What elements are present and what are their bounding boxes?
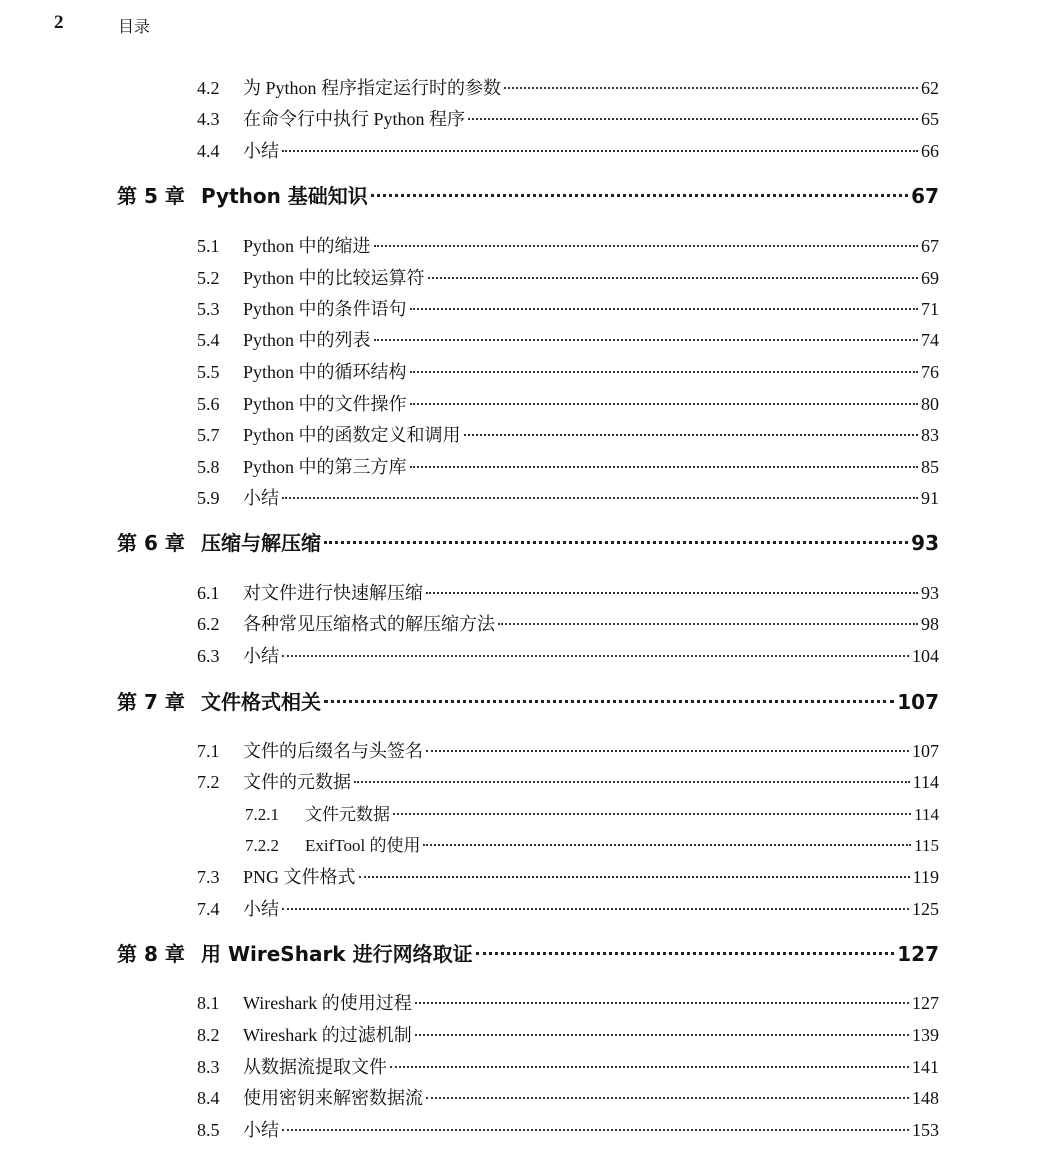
entry-number: 8.4 — [197, 1088, 220, 1108]
entry-title: 小结 — [243, 141, 279, 161]
entry-page-number: 93 — [911, 531, 939, 555]
toc-section-entry[interactable] — [197, 989, 939, 1015]
entry-number: 5.6 — [197, 394, 220, 414]
entry-page-number: 62 — [921, 78, 939, 98]
entry-number: 7.2.2 — [245, 836, 279, 855]
entry-page-number: 119 — [912, 867, 939, 887]
entry-number: 5.4 — [197, 330, 220, 350]
entry-title: Python 中的循环结构 — [243, 362, 407, 382]
dot-leader — [410, 371, 918, 373]
entry-title: 在命令行中执行 Python 程序 — [243, 109, 466, 129]
entry-number: 8.5 — [197, 1120, 220, 1140]
toc-section-entry[interactable] — [197, 1021, 939, 1047]
toc-section-entry[interactable] — [197, 642, 939, 668]
dot-leader — [324, 541, 908, 544]
toc-section-entry[interactable] — [197, 737, 939, 763]
toc-section-entry[interactable] — [197, 484, 939, 510]
entry-number: 6.2 — [197, 614, 220, 634]
entry-title: 文件元数据 — [305, 805, 390, 824]
toc-subsection-entry[interactable] — [245, 831, 939, 856]
entry-title: 文件的后缀名与头签名 — [243, 741, 423, 761]
entry-title: 各种常见压缩格式的解压缩方法 — [243, 614, 495, 634]
dot-leader — [464, 434, 918, 436]
toc-section-entry[interactable] — [197, 1084, 939, 1110]
dot-leader — [374, 339, 918, 341]
dot-leader — [324, 700, 894, 703]
dot-leader — [410, 403, 918, 405]
toc-section-entry[interactable] — [197, 137, 939, 163]
toc-section-entry[interactable] — [197, 895, 939, 921]
entry-page-number: 83 — [921, 425, 939, 445]
dot-leader — [415, 1034, 909, 1036]
entry-title: ExifTool 的使用 — [305, 836, 421, 855]
dot-leader — [282, 655, 909, 657]
entry-number: 4.4 — [197, 141, 220, 161]
toc-chapter-entry[interactable] — [117, 938, 939, 967]
entry-title: Python 中的列表 — [243, 330, 371, 350]
entry-page-number: 91 — [921, 488, 939, 508]
dot-leader — [428, 277, 918, 279]
toc-section-entry[interactable] — [197, 232, 939, 258]
toc-chapter-entry[interactable] — [117, 180, 939, 209]
entry-number: 8.1 — [197, 993, 220, 1013]
dot-leader — [426, 592, 918, 594]
entry-title: Wireshark 的使用过程 — [243, 993, 412, 1013]
entry-number: 5.9 — [197, 488, 220, 508]
toc-section-entry[interactable] — [197, 863, 939, 889]
entry-number: 7.2.1 — [245, 805, 279, 824]
entry-number: 7.4 — [197, 899, 220, 919]
entry-page-number: 141 — [912, 1057, 939, 1077]
entry-title: 文件的元数据 — [243, 772, 351, 792]
entry-title: Python 中的条件语句 — [243, 299, 407, 319]
toc-section-entry[interactable] — [197, 358, 939, 384]
toc-section-entry[interactable] — [197, 453, 939, 479]
entry-number: 7.2 — [197, 772, 220, 792]
entry-number: 5.3 — [197, 299, 220, 319]
entry-page-number: 74 — [921, 330, 939, 350]
toc-section-entry[interactable] — [197, 579, 939, 605]
entry-title: 文件格式相关 — [201, 690, 321, 714]
entry-page-number: 66 — [921, 141, 939, 161]
entry-title: Python 中的函数定义和调用 — [243, 425, 461, 445]
toc-section-entry[interactable] — [197, 1053, 939, 1079]
entry-page-number: 67 — [921, 236, 939, 256]
entry-page-number: 65 — [921, 109, 939, 129]
entry-number: 5.2 — [197, 268, 220, 288]
dot-leader — [504, 87, 918, 89]
entry-number: 8.3 — [197, 1057, 220, 1077]
dot-leader — [371, 194, 908, 197]
dot-leader — [426, 750, 909, 752]
toc-chapter-entry[interactable] — [117, 527, 939, 556]
dot-leader — [415, 1002, 909, 1004]
entry-page-number: 93 — [921, 583, 939, 603]
dot-leader — [390, 1066, 909, 1068]
entry-title: Wireshark 的过滤机制 — [243, 1025, 412, 1045]
dot-leader — [282, 908, 909, 910]
entry-title: 对文件进行快速解压缩 — [243, 583, 423, 603]
entry-number: 5.5 — [197, 362, 220, 382]
entry-page-number: 69 — [921, 268, 939, 288]
entry-number: 5.8 — [197, 457, 220, 477]
entry-page-number: 153 — [912, 1120, 939, 1140]
toc-subsection-entry[interactable] — [245, 800, 939, 825]
entry-page-number: 71 — [921, 299, 939, 319]
toc-section-entry[interactable] — [197, 421, 939, 447]
entry-title: Python 中的第三方库 — [243, 457, 407, 477]
toc-section-entry[interactable] — [197, 610, 939, 636]
entry-number: 6.1 — [197, 583, 220, 603]
dot-leader — [282, 1129, 909, 1131]
dot-leader — [468, 118, 918, 120]
dot-leader — [410, 466, 918, 468]
dot-leader — [359, 876, 910, 878]
dot-leader — [476, 952, 895, 955]
dot-leader — [426, 1097, 909, 1099]
entry-number: 7.1 — [197, 741, 220, 761]
dot-leader — [374, 245, 918, 247]
entry-page-number: 80 — [921, 394, 939, 414]
entry-number: 5.1 — [197, 236, 220, 256]
entry-number: 8.2 — [197, 1025, 220, 1045]
entry-title: 小结 — [243, 488, 279, 508]
entry-title: 从数据流提取文件 — [243, 1057, 387, 1077]
dot-leader — [282, 150, 918, 152]
entry-page-number: 107 — [897, 690, 939, 714]
entry-title: 压缩与解压缩 — [201, 531, 321, 555]
entry-title: PNG 文件格式 — [243, 867, 356, 887]
dot-leader — [354, 781, 910, 783]
toc-section-entry[interactable] — [197, 1116, 939, 1142]
dot-leader — [282, 497, 918, 499]
entry-page-number: 139 — [912, 1025, 939, 1045]
entry-number: 第 7 章 — [117, 690, 185, 714]
entry-number: 第 6 章 — [117, 531, 185, 555]
entry-title: 使用密钥来解密数据流 — [243, 1088, 423, 1108]
dot-leader — [410, 308, 918, 310]
toc-section-entry[interactable] — [197, 768, 939, 794]
entry-page-number: 67 — [911, 184, 939, 208]
entry-number: 7.3 — [197, 867, 220, 887]
dot-leader — [423, 844, 911, 846]
toc-section-entry[interactable] — [197, 295, 939, 321]
entry-number: 5.7 — [197, 425, 220, 445]
toc-chapter-entry[interactable] — [117, 686, 939, 715]
entry-page-number: 114 — [912, 772, 939, 792]
toc-section-entry[interactable] — [197, 390, 939, 416]
entry-number: 第 5 章 — [117, 184, 185, 208]
entry-title: Python 中的缩进 — [243, 236, 371, 256]
dot-leader — [498, 623, 918, 625]
entry-page-number: 125 — [912, 899, 939, 919]
entry-title: Python 中的文件操作 — [243, 394, 407, 414]
entry-page-number: 107 — [912, 741, 939, 761]
entry-page-number: 148 — [912, 1088, 939, 1108]
entry-page-number: 76 — [921, 362, 939, 382]
entry-page-number: 104 — [912, 646, 939, 666]
entry-number: 第 8 章 — [117, 942, 185, 966]
entry-number: 4.2 — [197, 78, 220, 98]
toc-section-entry[interactable] — [197, 326, 939, 352]
toc-section-entry[interactable] — [197, 74, 939, 100]
page-number: 2 — [54, 12, 64, 33]
entry-page-number: 114 — [914, 805, 939, 824]
entry-title: 用 WireShark 进行网络取证 — [201, 942, 473, 966]
entry-number: 6.3 — [197, 646, 220, 666]
entry-title: 小结 — [243, 899, 279, 919]
running-title: 目录 — [118, 17, 151, 36]
entry-title: Python 中的比较运算符 — [243, 268, 425, 288]
entry-title: 小结 — [243, 646, 279, 666]
toc-section-entry[interactable] — [197, 105, 939, 131]
entry-page-number: 127 — [912, 993, 939, 1013]
entry-title: 小结 — [243, 1120, 279, 1140]
entry-title: 为 Python 程序指定运行时的参数 — [243, 78, 502, 98]
dot-leader — [393, 813, 911, 815]
entry-page-number: 85 — [921, 457, 939, 477]
entry-title: Python 基础知识 — [201, 184, 368, 208]
entry-page-number: 127 — [897, 942, 939, 966]
entry-number: 4.3 — [197, 109, 220, 129]
toc-section-entry[interactable] — [197, 264, 939, 290]
entry-page-number: 115 — [914, 836, 939, 855]
entry-page-number: 98 — [921, 614, 939, 634]
